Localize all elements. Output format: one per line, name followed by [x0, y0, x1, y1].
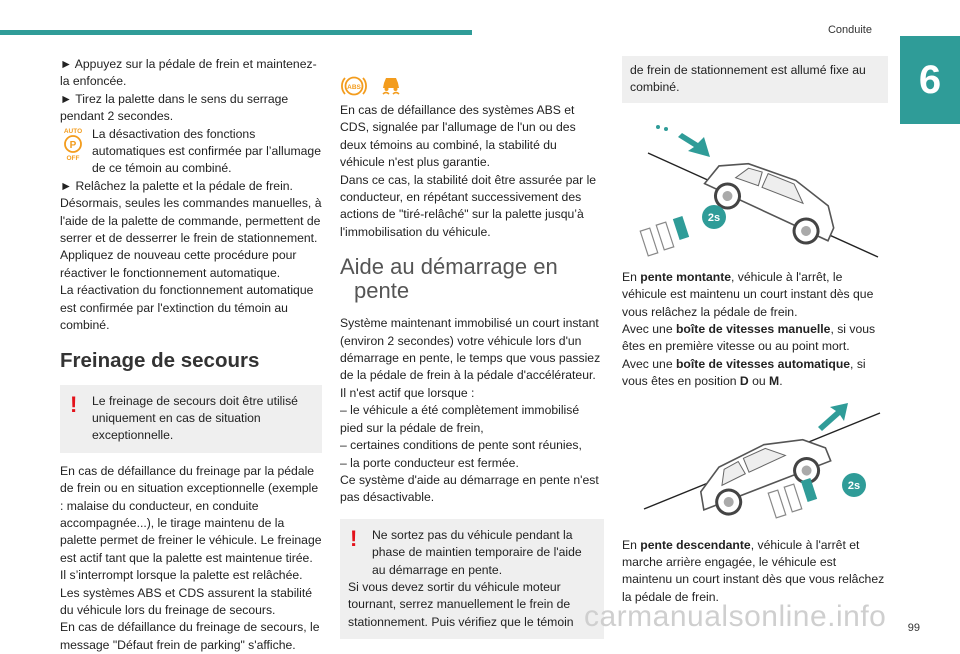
uphill-text: En pente montante, véhicule à l'arrêt, le véhicule est maintenu un court instant dès que vous relâchez la pédale de frein. [622, 269, 874, 319]
section-heading-hill-start [340, 255, 604, 303]
auto-icon-bottom-text: OFF [66, 154, 80, 162]
condition-door: – la porte conducteur est fermée. [340, 455, 519, 470]
column-2 [340, 56, 604, 645]
running-header: Conduite [827, 24, 872, 36]
auto-icon-mid-text: P [69, 139, 77, 151]
auto-off-note [60, 126, 322, 178]
column-1 [60, 56, 322, 654]
warning-box-emergency [60, 385, 322, 453]
auto-icon-top-text: AUTO [63, 127, 83, 135]
condition-immobilised: – le véhicule a été complètement immobilisé pied sur la pédale de frein, [340, 403, 580, 435]
watermark: carmanualsonline.info [584, 600, 887, 633]
downhill-illustration [622, 397, 888, 533]
chapter-tab: 6 [900, 36, 960, 124]
heading-line-1: Aide au démarrage en [340, 254, 558, 280]
timer-2s-badge: 2s [707, 211, 721, 224]
condition-slope: – certaines conditions de pente sont réunies, [340, 438, 582, 453]
auto-off-text: La désactivation des fonctions automatiques est confirmée par l’allumage de ce témoin au combiné. [92, 126, 321, 176]
warning-text: Ne sortez pas du véhicule pendant la phase de maintien temporaire de l'aide au démarrage en pente. [372, 527, 582, 577]
auto-gearbox-text: Avec une boîte de vitesses automatique, si vous êtes en position D ou M. [622, 356, 866, 389]
failure-message-text: En cas de défaillance du freinage de secours, le message "Défaut frein de parking" s'affiche. [60, 620, 320, 652]
downhill-text: En pente descendante, véhicule à l'arrêt et marche arrière engagée, le véhicule est maintenu un court instant dès que vous relâchez la pédale de frein. [622, 537, 885, 604]
driver-stability-text: Dans ce cas, la stabilité doit être assurée par le conducteur, en répétant successivement des actions de "tiré-relâché" sur la palette jusqu’à l'immobilisation du véhicule. [340, 172, 597, 239]
reactivation-confirm-text: La réactivation du fonctionnement automatique est confirmée par l'extinction du témoin au combiné. [60, 283, 314, 333]
abs-failure-text: En cas de défaillance des systèmes ABS et CDS, signalée par l'allumage de l'un ou des deux témoins au combiné, la stabilité du véhicule n'est plus garantie. [340, 103, 576, 170]
abs-warning-icon [340, 74, 368, 98]
warning-icon: ! [350, 525, 358, 551]
hill-start-description: Système maintenant immobilisé un court instant (environ 2 secondes) votre véhicule lors d'un démarrage en pente, le temps que vous passiez de la pédale de frein à la pédale d'accélérateur. [340, 316, 601, 383]
auto-p-off-icon [60, 126, 86, 162]
heading-line-2: pente [354, 278, 410, 304]
manual-only-text: Désormais, seules les commandes manuelles, à l'aide de la palette de commande, permettent de serrer et de desserrer le frein de stationnement. [60, 196, 322, 246]
continued-warning-box [622, 56, 888, 103]
warning-box-hill-start [340, 519, 604, 639]
abs-icon-text: ABS [347, 84, 361, 91]
page-number: 99 [907, 622, 920, 634]
uphill-illustration [622, 117, 888, 263]
continued-warning-text: de frein de stationnement est allumé fixe au combiné. [630, 63, 866, 95]
column-3 [622, 56, 888, 606]
not-deactivatable-text: Ce système d'aide au démarrage en pente n'est pas désactivable. [340, 472, 599, 505]
reactivate-text: Appliquez de nouveau cette procédure pour réactiver le fonctionnement automatique. [60, 248, 297, 280]
emergency-braking-text: En cas de défaillance du freinage par la pédale de frein ou en situation exceptionnelle (exemple : malaise du conducteur, en conduite accompagnée...), le tirage maintenu de la palette permet de freiner le véhicule. Le freinage est actif tant que la palette est maintenue tirée. Il s’interrompt lorsque la palette est relâchée. [60, 463, 322, 583]
section-heading-emergency-braking: Freinage de secours [60, 348, 260, 372]
step-release: ► Relâchez la palette et la pédale de frein. [60, 178, 293, 193]
warning-text-2: Si vous devez sortir du véhicule moteur tournant, serrez manuellement le frein de stationnement. Puis vérifiez que le témoin [348, 579, 574, 629]
stability-control-icon [378, 74, 404, 98]
header-accent-bar [0, 30, 472, 35]
manual-gearbox-text: Avec une boîte de vitesses manuelle, si vous êtes en première vitesse ou au point mort. [622, 322, 876, 354]
abs-cds-text: Les systèmes ABS et CDS assurent la stabilité du véhicule lors du freinage de secours. [60, 585, 312, 617]
timer-2s-badge-2: 2s [847, 479, 861, 492]
step-press-brake: ► Appuyez sur la pédale de frein et maintenez-la enfoncée. [60, 57, 317, 89]
step-pull-lever: ► Tirez la palette dans le sens du serrage pendant 2 secondes. [60, 91, 289, 124]
warning-icon: ! [70, 391, 78, 417]
warning-lamps [340, 74, 604, 98]
warning-text: Le freinage de secours doit être utilisé uniquement en cas de situation exceptionnelle. [92, 393, 298, 443]
active-only-when: Il n'est actif que lorsque : [340, 385, 475, 400]
